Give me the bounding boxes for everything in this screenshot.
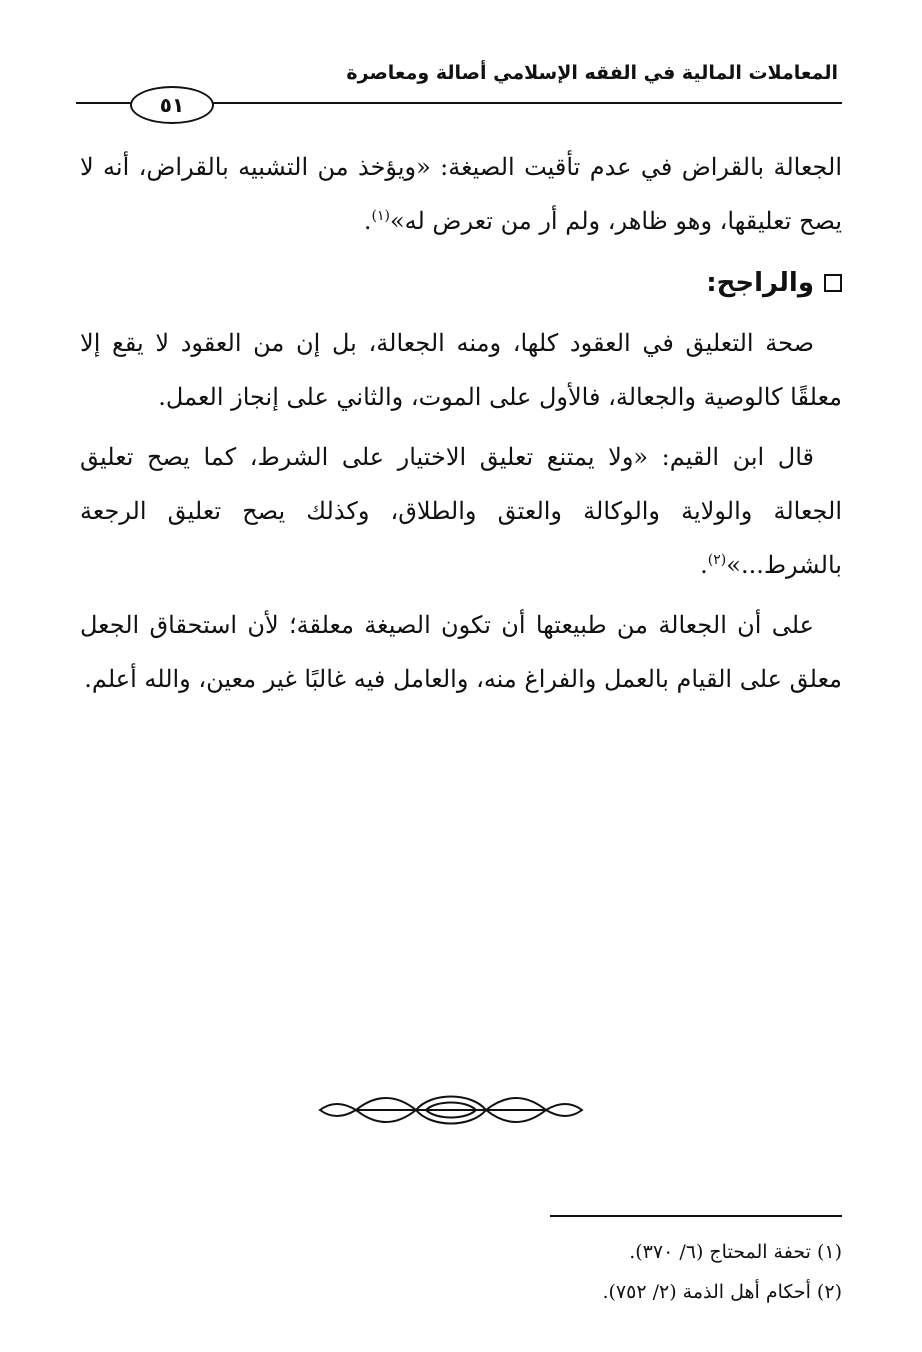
footnote-ref-1: (١)	[371, 208, 390, 224]
section-heading	[80, 256, 842, 310]
page-number: ٥١	[130, 86, 214, 124]
paragraph-3-text: قال ابن القيم: «ولا يمتنع تعليق الاختيار على الشرط، كما يصح تعليق الجعالة والولاية والوكالة والعتق والطلاق، وكذلك يصح تعليق الرجعة بالشرط...»	[80, 443, 842, 579]
footnote-ref-2: (٢)	[707, 552, 727, 568]
paragraph-4: على أن الجعالة من طبيعتها أن تكون الصيغة معلقة؛ لأن استحقاق الجعل معلق على القيام بالعمل والفراغ منه، والعامل فيه غالبًا غير معين، والله أعلم.	[80, 611, 842, 693]
footnotes	[342, 1232, 842, 1312]
footnote-1: (١) تحفة المحتاج (٦/ ٣٧٠).	[629, 1241, 842, 1263]
paragraph-3-end: .	[700, 551, 708, 579]
section-heading-text: والراجح:	[706, 268, 814, 298]
footnote-rule	[550, 1215, 842, 1217]
main-text	[80, 140, 842, 712]
divider-ornament-icon	[316, 1090, 586, 1130]
square-outline-icon	[824, 274, 842, 292]
paragraph-2: صحة التعليق في العقود كلها، ومنه الجعالة، بل إن من العقود لا يقع إلا معلقًا كالوصية والجعالة، فالأول على الموت، والثاني على إنجاز العمل.	[80, 329, 842, 411]
paragraph-3	[80, 430, 842, 592]
paragraph-1-text: الجعالة بالقراض في عدم تأقيت الصيغة: «ويؤخذ من التشبيه بالقراض، أنه لا يصح تعليقها، وهو ظاهر، ولم أر من تعرض له»	[80, 153, 842, 235]
running-title: المعاملات المالية في الفقه الإسلامي أصالة ومعاصرة	[346, 62, 838, 84]
paragraph-1-end: .	[363, 207, 372, 235]
paragraph-1	[80, 140, 842, 248]
footnote-2: (٢) أحكام أهل الذمة (٢/ ٧٥٢).	[602, 1281, 842, 1303]
